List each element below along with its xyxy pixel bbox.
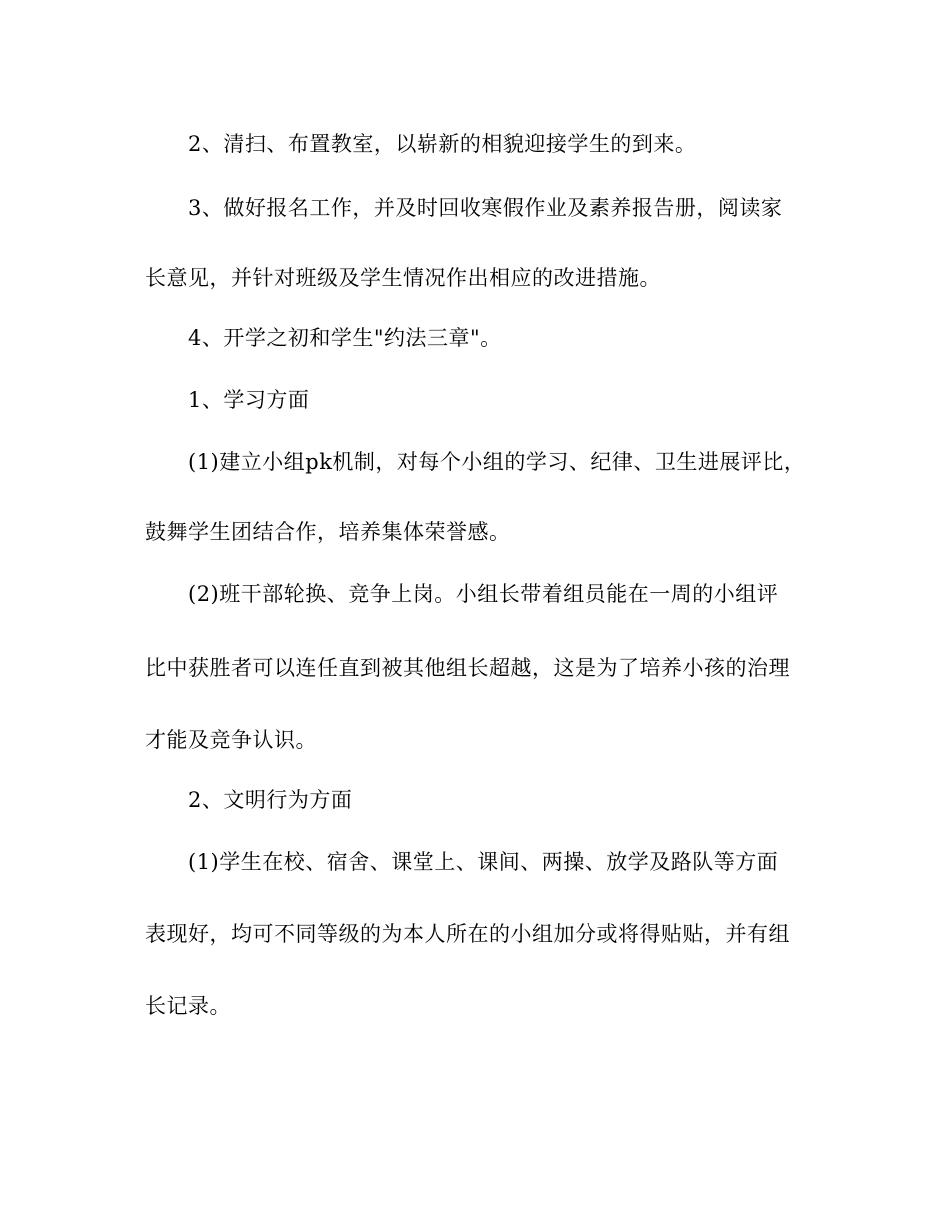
paragraph-line: 长意见，并针对班级及学生情况作出相应的改进措施。	[145, 266, 661, 290]
paragraph-line: (1)建立小组pk机制，对每个小组的学习、纪律、卫生进展评比，	[188, 450, 806, 474]
section-heading: 2、文明行为方面	[188, 788, 353, 812]
paragraph-line: 4、开学之初和学生"约法三章"。	[188, 326, 502, 350]
paragraph-line: 长记录。	[145, 994, 231, 1018]
paragraph-line: 3、做好报名工作，并及时回收寒假作业及素养报告册，阅读家	[188, 196, 783, 220]
paragraph-line: (2)班干部轮换、竞争上岗。小组长带着组员能在一周的小组评	[188, 582, 779, 606]
paragraph-line: (1)学生在校、宿舍、课堂上、课间、两操、放学及路队等方面	[188, 850, 779, 874]
paragraph-line: 2、清扫、布置教室，以崭新的相貌迎接学生的到来。	[188, 132, 697, 156]
paragraph-line: 鼓舞学生团结合作，培养集体荣誉感。	[145, 520, 511, 544]
section-heading: 1、学习方面	[188, 388, 310, 412]
paragraph-line: 比中获胜者可以连任直到被其他组长超越，这是为了培养小孩的治理	[145, 656, 790, 680]
paragraph-line: 才能及竞争认识。	[145, 728, 317, 752]
paragraph-line: 表现好，均可不同等级的为本人所在的小组加分或将得贴贴，并有组	[145, 922, 790, 946]
